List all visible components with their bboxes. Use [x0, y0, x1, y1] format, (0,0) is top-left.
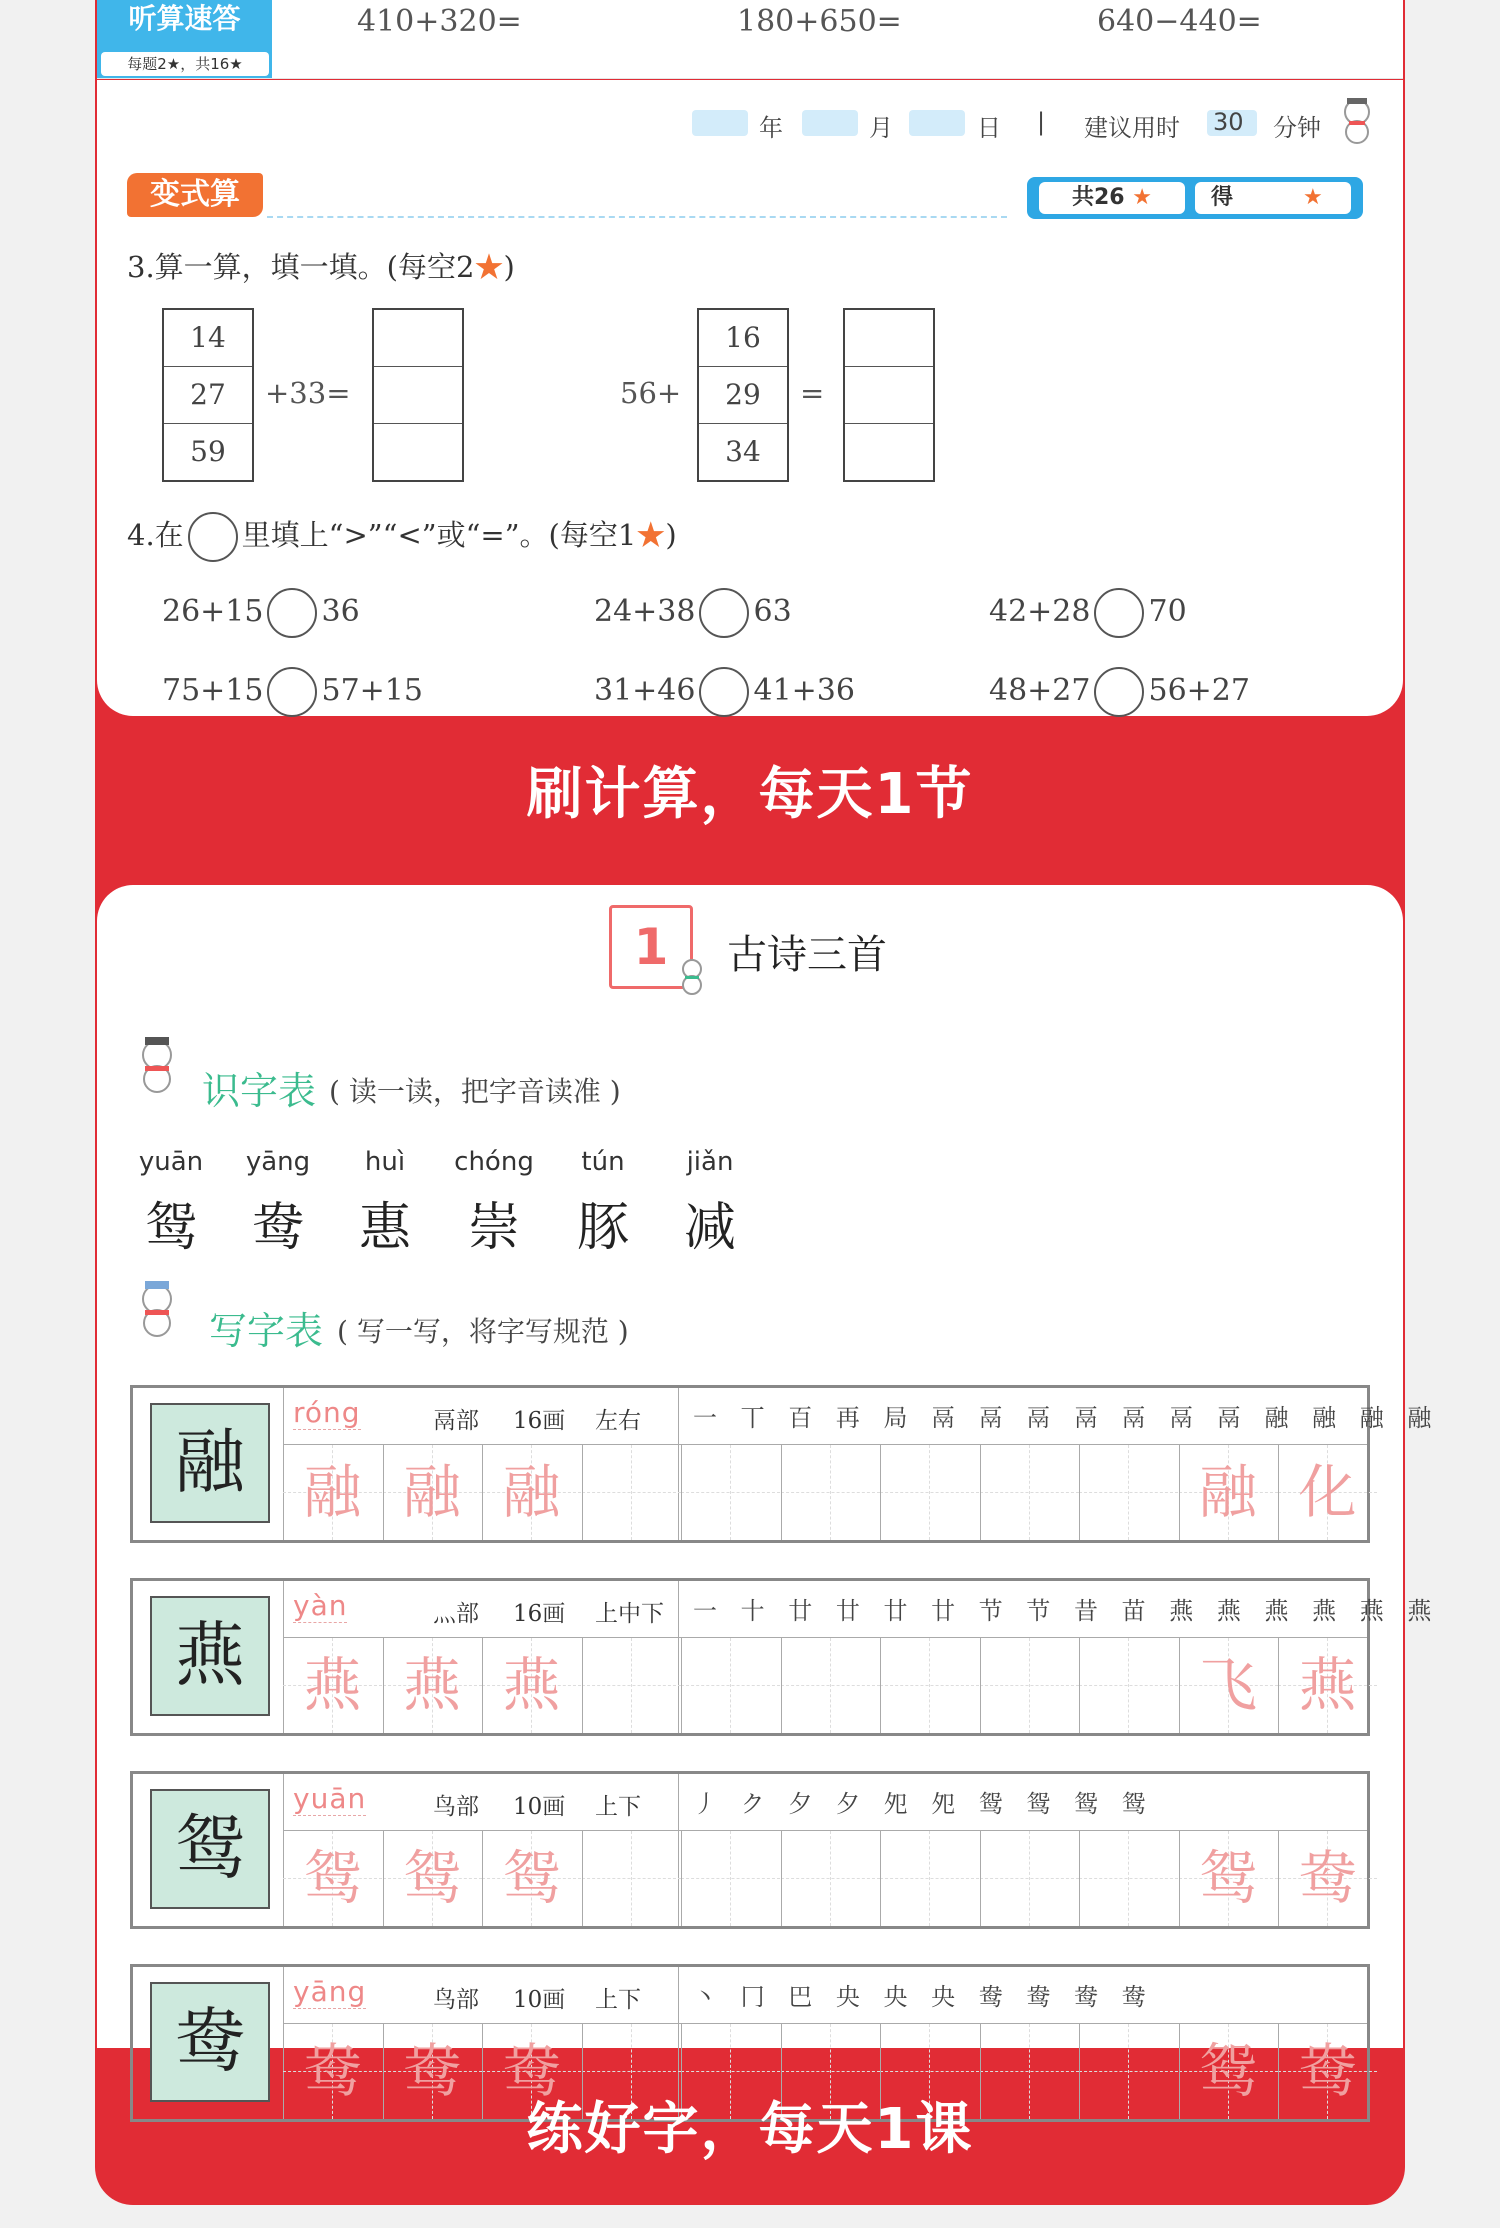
quick-answer-badge — [97, 0, 272, 78]
word-char: 鸯 — [1298, 2037, 1357, 2105]
writing-cell[interactable] — [383, 1831, 482, 1926]
stroke-order: 丿 ク 夕 夕 夗 夗 鸳 鸳 鸳 鸳 — [693, 1790, 1154, 1818]
recognize-title: 识字表 — [202, 1069, 317, 1113]
writing-cell[interactable] — [283, 1638, 382, 1733]
radical: 鸟部 — [433, 1794, 479, 1820]
q3-right-prefix: 56+ — [620, 376, 682, 410]
writing-cell[interactable] — [781, 1831, 880, 1926]
model-char: 鸯 — [150, 1982, 270, 2102]
writing-cell[interactable] — [383, 1445, 482, 1540]
writing-cell[interactable] — [283, 1445, 382, 1540]
month-label: 月 — [869, 114, 893, 142]
radical: 鸟部 — [433, 1987, 479, 2013]
trace-char: 鸯 — [502, 2037, 561, 2105]
trace-char: 鸳 — [402, 1844, 461, 1912]
lesson-title: 古诗三首 — [727, 932, 887, 978]
structure: 左右 — [595, 1408, 641, 1434]
writing-cell[interactable] — [880, 1445, 979, 1540]
badge-sub: 每题2★，共16★ — [101, 52, 269, 76]
writing-cell[interactable] — [1179, 1445, 1278, 1540]
snowman-icon — [130, 1033, 184, 1093]
stroke-count: 16画 — [513, 1408, 566, 1434]
writing-cell[interactable] — [1079, 1831, 1178, 1926]
writing-cell[interactable] — [1079, 1445, 1178, 1540]
write-row — [130, 1385, 1440, 1543]
structure: 上下 — [595, 1794, 641, 1820]
writing-cell[interactable] — [482, 1445, 581, 1540]
trace-char: 燕 — [502, 1651, 561, 1719]
trace-char: 融 — [402, 1458, 461, 1526]
stroke-order: 丶 冂 巴 央 央 央 鸯 鸯 鸯 鸯 — [693, 1983, 1154, 2011]
writing-cell[interactable] — [383, 1638, 482, 1733]
banner-calc: 刷计算，每天1节 — [526, 762, 974, 827]
structure: 上下 — [595, 1987, 641, 2013]
writing-cell[interactable] — [582, 1638, 681, 1733]
writing-cell[interactable] — [880, 1831, 979, 1926]
q3-title: 3.算一算，填一填。(每空2★) — [127, 250, 515, 284]
compare-item-3: 42+28 70 — [989, 588, 1187, 638]
word-char: 鸳 — [1198, 2037, 1257, 2105]
compare-item-1: 26+15 36 — [162, 588, 360, 638]
model-char: 融 — [150, 1403, 270, 1523]
day-box[interactable] — [909, 110, 965, 136]
answer-circle[interactable] — [699, 588, 749, 638]
writing-cell[interactable] — [681, 1831, 780, 1926]
writing-cell[interactable] — [980, 1831, 1079, 1926]
pinyin: yuān — [138, 1147, 204, 1177]
recognize-note: ( 读一读，把字音读准 ) — [329, 1075, 621, 1108]
trace-char: 燕 — [402, 1651, 461, 1719]
date-separator: | — [1037, 108, 1046, 136]
strip-problem-3: 640−440= — [1097, 4, 1262, 39]
stroke-count: 16画 — [513, 1601, 566, 1627]
word-char: 融 — [1198, 1458, 1257, 1526]
q3-right-equals: = — [800, 376, 825, 410]
suggest-time-label: 建议用时 — [1084, 114, 1180, 142]
top-strip — [97, 0, 1403, 79]
row-pinyin: yuān — [293, 1782, 367, 1815]
recognize-char: 鸳 — [144, 1198, 197, 1258]
writing-cell[interactable] — [980, 1445, 1079, 1540]
star-icon: ★ — [474, 250, 504, 284]
model-char: 鸳 — [150, 1789, 270, 1909]
compare-item-5: 31+46 41+36 — [594, 667, 855, 717]
answer-circle[interactable] — [699, 667, 749, 717]
trace-char: 融 — [303, 1458, 362, 1526]
writing-cell[interactable] — [681, 1638, 780, 1733]
writing-cell[interactable] — [880, 1638, 979, 1733]
worksheet-calc — [97, 80, 1403, 716]
trace-char: 鸯 — [303, 2037, 362, 2105]
answer-circle[interactable] — [267, 667, 317, 717]
section-tag: 变式算 — [127, 173, 263, 217]
q3-left-operator: +33= — [265, 376, 351, 410]
word-char: 化 — [1298, 1458, 1357, 1526]
star-icon: ★ — [1303, 185, 1323, 210]
writing-cell[interactable] — [681, 1445, 780, 1540]
writing-cell[interactable] — [482, 1831, 581, 1926]
score-got[interactable]: 得 ★ — [1195, 182, 1351, 214]
row-pinyin: yàn — [293, 1589, 348, 1622]
compare-item-6: 48+27 56+27 — [989, 667, 1250, 717]
word-char: 鸳 — [1198, 1844, 1257, 1912]
year-label: 年 — [759, 114, 783, 142]
recognize-char: 鸯 — [251, 1198, 304, 1258]
write-title: 写字表 — [209, 1309, 324, 1353]
stroke-count: 10画 — [513, 1794, 566, 1820]
snowman-icon — [1337, 94, 1377, 144]
lesson-number: 1 — [609, 905, 693, 989]
badge-title: 听算速答 — [128, 2, 241, 35]
writing-cell[interactable] — [1278, 1638, 1377, 1733]
trace-char: 鸯 — [402, 2037, 461, 2105]
writing-cell[interactable] — [781, 1638, 880, 1733]
stroke-order: 一 十 廿 廿 廿 廿 节 节 昔 苗 燕 燕 燕 燕 燕 燕 — [693, 1597, 1440, 1625]
radical: 鬲部 — [433, 1408, 479, 1434]
writing-cell[interactable] — [1179, 1831, 1278, 1926]
star-icon: ★ — [1132, 185, 1153, 210]
day-label: 日 — [977, 114, 1001, 142]
word-char: 鸯 — [1298, 1844, 1357, 1912]
pinyin: huì — [364, 1147, 406, 1177]
trace-char: 融 — [502, 1458, 561, 1526]
snowman-icon — [130, 1277, 184, 1337]
write-note: ( 写一写，将字写规范 ) — [337, 1315, 629, 1348]
writing-cell[interactable] — [582, 1831, 681, 1926]
writing-cell[interactable] — [980, 1638, 1079, 1733]
stroke-order: 一 丅 百 再 局 鬲 鬲 鬲 鬲 鬲 鬲 鬲 融 融 融 融 — [693, 1404, 1440, 1432]
structure: 上中下 — [595, 1601, 664, 1627]
compare-item-4: 75+15 57+15 — [162, 667, 423, 717]
answer-circle[interactable] — [1094, 588, 1144, 638]
score-box — [1027, 177, 1363, 219]
writing-cell[interactable] — [482, 1638, 581, 1733]
word-char: 飞 — [1198, 1651, 1257, 1719]
row-pinyin: yāng — [293, 1975, 367, 2008]
minutes-value: 30 — [1213, 108, 1244, 136]
q4-title: 4.在 里填上“>”“<”或“=”。(每空1★) — [127, 512, 677, 562]
snowman-icon — [675, 955, 709, 995]
writing-cell[interactable] — [1179, 1638, 1278, 1733]
writing-cell[interactable] — [582, 1445, 681, 1540]
q3-right-column: 16 29 34 — [697, 308, 789, 482]
pinyin: yāng — [245, 1147, 311, 1177]
circle-placeholder — [188, 512, 238, 562]
pinyin: jiǎn — [686, 1147, 734, 1177]
banner-writing: 练好字，每天1课 — [526, 2097, 974, 2162]
trace-char: 燕 — [303, 1651, 362, 1719]
recognize-char: 减 — [683, 1198, 736, 1258]
q3-left-column: 14 27 59 — [162, 308, 254, 482]
write-row — [130, 1578, 1440, 1736]
trace-char: 鸳 — [303, 1844, 362, 1912]
model-char: 燕 — [150, 1596, 270, 1716]
compare-item-2: 24+38 63 — [594, 588, 792, 638]
worksheet-writing — [97, 885, 1440, 2105]
recognize-char: 惠 — [358, 1198, 411, 1258]
q3-left-answers[interactable] — [372, 308, 464, 482]
stroke-count: 10画 — [513, 1987, 566, 2013]
section-divider — [267, 216, 1007, 218]
year-box[interactable] — [692, 110, 748, 136]
star-icon: ★ — [636, 518, 666, 552]
score-total: 共26 ★ — [1039, 182, 1185, 214]
row-pinyin: róng — [293, 1396, 361, 1429]
strip-problem-2: 180+650= — [737, 4, 902, 39]
pinyin: tún — [581, 1147, 625, 1177]
writing-cell[interactable] — [1079, 1638, 1178, 1733]
writing-cell[interactable] — [1278, 1445, 1377, 1540]
recognize-char: 崇 — [467, 1198, 520, 1258]
answer-circle[interactable] — [267, 588, 317, 638]
q3-right-answers[interactable] — [843, 308, 935, 482]
radical: 灬部 — [433, 1601, 479, 1627]
writing-cell[interactable] — [781, 1445, 880, 1540]
writing-cell[interactable] — [1278, 1831, 1377, 1926]
minutes-unit: 分钟 — [1273, 114, 1321, 142]
recognize-char: 豚 — [576, 1198, 629, 1258]
word-char: 燕 — [1298, 1651, 1357, 1719]
answer-circle[interactable] — [1094, 667, 1144, 717]
strip-problem-1: 410+320= — [357, 4, 522, 39]
trace-char: 鸳 — [502, 1844, 561, 1912]
writing-cell[interactable] — [283, 1831, 382, 1926]
month-box[interactable] — [802, 110, 858, 136]
write-row — [130, 1771, 1370, 1929]
pinyin: chóng — [454, 1147, 534, 1177]
